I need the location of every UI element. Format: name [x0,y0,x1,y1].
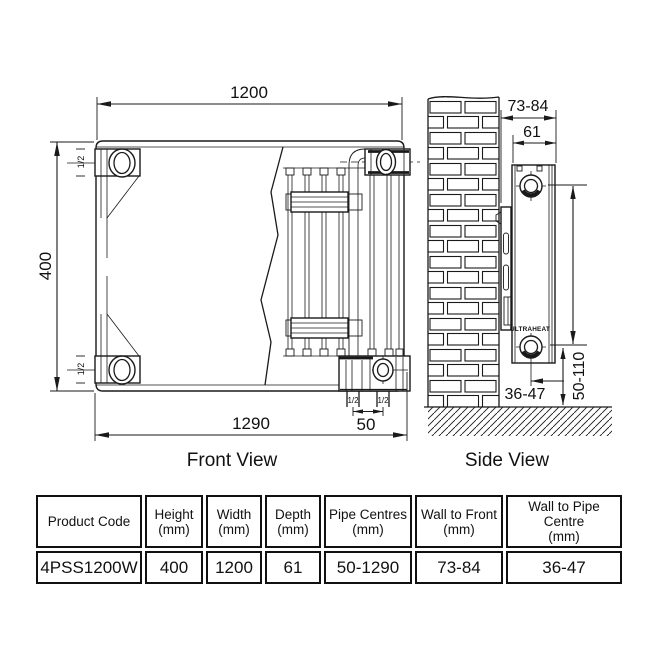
cell-wall-to-front: 73-84 [415,551,503,584]
cell-height: 400 [145,551,203,584]
header-wall-to-pipe-centre [506,495,622,548]
header-depth [265,495,321,548]
header-line1: Depth [274,506,312,522]
header-pipe-centres [324,495,412,548]
radiator-front-body [96,141,404,391]
brick-wall [428,97,499,407]
dim-pipe-spacing-50 [353,407,383,434]
header-width [206,495,262,548]
tapping-label-bottom-left: 1/2 [76,362,86,376]
cell-width: 1200 [206,551,262,584]
cell-depth: 61 [265,551,321,584]
spec-data-row [36,551,622,584]
dim-depth [513,124,556,163]
spec-header-row [36,495,622,548]
header-line2: (mm) [277,521,309,537]
dim-width-1200 [97,83,402,140]
tapping-label-top-left: 1/2 [76,155,86,169]
dim-depth-label: 61 [523,124,541,141]
header-line2: (mm) [218,521,250,537]
header-line1: Wall to Front [420,506,498,522]
header-line2: (mm) [352,521,384,537]
header-line1: Height [154,506,194,522]
header-wall-to-front [415,495,503,548]
side-view [424,97,612,471]
dim-pipe-to-floor [560,348,588,405]
header-line2: (mm) [443,521,475,537]
front-view [36,83,420,471]
header-product-code [36,495,142,548]
dim-wall-to-pipe-centre-label: 36-47 [504,386,546,403]
cell-wall-to-pipe-centre: 36-47 [506,551,622,584]
dim-height-label: 400 [36,251,55,281]
dim-pipe-to-floor-label: 50-110 [571,351,588,401]
radiator-side-body [510,165,555,386]
tapping-label-bottom-right-1: 1/2 [347,396,359,405]
dim-height-400 [36,142,94,391]
tapping-label-bottom-right-2: 1/2 [377,396,389,405]
header-line1: Product Code [47,514,131,529]
cell-product-code: 4PSS1200W [36,551,142,584]
cell-pipe-centres: 50-1290 [324,551,412,584]
side-view-caption: Side View [464,450,550,471]
header-line2: (mm) [548,529,580,544]
header-height [145,495,203,548]
brand-label: ULTRAHEAT [510,326,550,333]
front-view-caption: Front View [186,450,278,471]
header-line1: Width [216,506,252,522]
header-line2: (mm) [158,521,190,537]
header-line1: Wall to Pipe Centre [528,499,600,529]
valve-bottom-right [339,356,410,407]
header-line1: Pipe Centres [328,506,408,522]
dim-wall-to-pipe-centre [505,378,564,403]
floor-hatch [424,407,612,436]
dim-pipe-centres-label: 1290 [232,414,270,433]
dim-wall-to-front-label: 73-84 [507,98,549,115]
spec-table [33,492,625,587]
dim-width-label: 1200 [230,83,268,102]
dim-pipe-spacing-label: 50 [356,415,376,434]
